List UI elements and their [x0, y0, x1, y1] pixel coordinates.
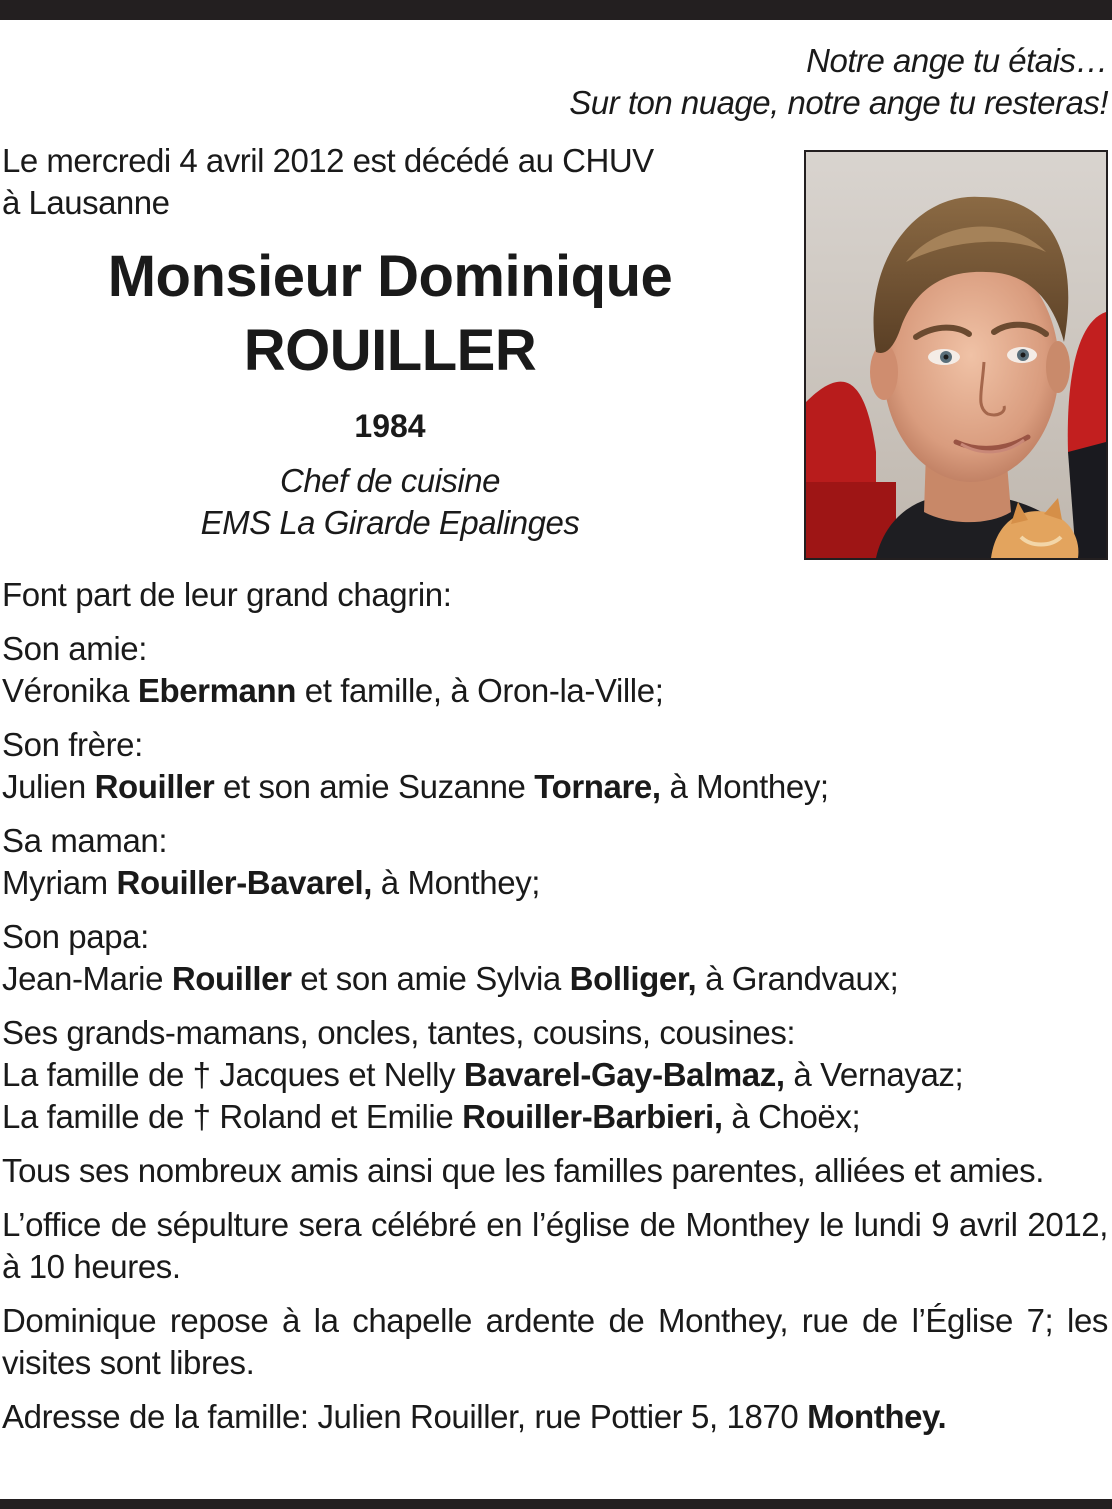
amie-first-name: Véronika	[2, 672, 130, 709]
maman-rest: à Monthey;	[380, 864, 541, 901]
friends-line: Tous ses nombreux amis ainsi que les familles parentes, alliées et amies.	[2, 1152, 1044, 1189]
family-grands	[2, 1012, 1108, 1138]
frere-entry	[2, 766, 1108, 808]
chapel-info: Dominique repose à la chapelle ardente de Monthey, rue de l’Église 7; les visites sont libres.	[2, 1302, 1108, 1381]
intro-line-1: Le mercredi 4 avril 2012 est décédé au CHUV	[2, 142, 654, 179]
frere-label: Son frère:	[2, 726, 143, 763]
address-text: Adresse de la famille: Julien Rouiller, rue Pottier 5, 1870	[2, 1398, 799, 1435]
family-amie	[2, 628, 1108, 712]
family-frere	[2, 724, 1108, 808]
maman-entry	[2, 862, 1108, 904]
frere-partner-last-name: Tornare,	[534, 768, 661, 805]
papa-partner-last-name: Bolliger,	[569, 960, 697, 997]
intro-line-2: à Lausanne	[2, 184, 170, 221]
grands-1-pre: La famille de † Jacques et Nelly	[2, 1056, 456, 1093]
portrait-photo	[804, 150, 1108, 560]
address-town: Monthey.	[807, 1398, 947, 1435]
occupation-line-2: EMS La Girarde Epalinges	[200, 504, 580, 541]
amie-label: Son amie:	[2, 630, 147, 667]
papa-mid: et son amie Sylvia	[300, 960, 561, 997]
papa-first-name: Jean-Marie	[2, 960, 164, 997]
epigraph-line-2: Sur ton nuage, notre ange tu resteras!	[569, 84, 1108, 121]
frere-mid: et son amie Suzanne	[223, 768, 526, 805]
papa-label: Son papa:	[2, 918, 149, 955]
funeral-info: L’office de sépulture sera célébré en l’église de Monthey le lundi 9 avril 2012, à 10 heures.	[2, 1206, 1108, 1285]
occupation-line-1: Chef de cuisine	[280, 462, 500, 499]
family-papa	[2, 916, 1108, 1000]
papa-last-name: Rouiller	[171, 960, 292, 997]
frere-rest: à Monthey;	[669, 768, 829, 805]
grands-1-last-name: Bavarel-Gay-Balmaz,	[463, 1056, 785, 1093]
epigraph-line-1: Notre ange tu étais…	[806, 42, 1108, 79]
death-notice-intro	[2, 140, 782, 224]
family-maman	[2, 820, 1108, 904]
grands-1-rest: à Vernayaz;	[793, 1056, 964, 1093]
grands-entry-1	[2, 1054, 1108, 1096]
grands-2-pre: La famille de † Roland et Emilie	[2, 1098, 454, 1135]
maman-last-name: Rouiller-Bavarel,	[116, 864, 373, 901]
birth-year: 1984	[354, 408, 426, 444]
epigraph	[569, 40, 1108, 124]
maman-label: Sa maman:	[2, 822, 168, 859]
maman-first-name: Myriam	[2, 864, 108, 901]
grands-2-rest: à Choëx;	[731, 1098, 861, 1135]
family-address	[2, 1396, 1108, 1438]
announcement-line: Font part de leur grand chagrin:	[2, 576, 452, 613]
top-rule	[0, 0, 1112, 20]
amie-rest: et famille, à Oron-la-Ville;	[304, 672, 664, 709]
frere-last-name: Rouiller	[94, 768, 215, 805]
grands-entry-2	[2, 1096, 1108, 1138]
bottom-rule	[0, 1499, 1112, 1509]
grands-2-last-name: Rouiller-Barbieri,	[462, 1098, 723, 1135]
deceased-block	[0, 240, 780, 544]
portrait-illustration	[806, 152, 1106, 558]
deceased-name-line-1: Monsieur Dominique	[107, 244, 673, 309]
deceased-name-line-2: ROUILLER	[243, 318, 537, 383]
family-notice-body	[2, 574, 1108, 1450]
papa-rest: à Grandvaux;	[705, 960, 899, 997]
frere-first-name: Julien	[2, 768, 86, 805]
amie-last-name: Ebermann	[137, 672, 297, 709]
amie-entry	[2, 670, 1108, 712]
papa-entry	[2, 958, 1108, 1000]
grands-label: Ses grands-mamans, oncles, tantes, cousins, cousines:	[2, 1014, 796, 1051]
